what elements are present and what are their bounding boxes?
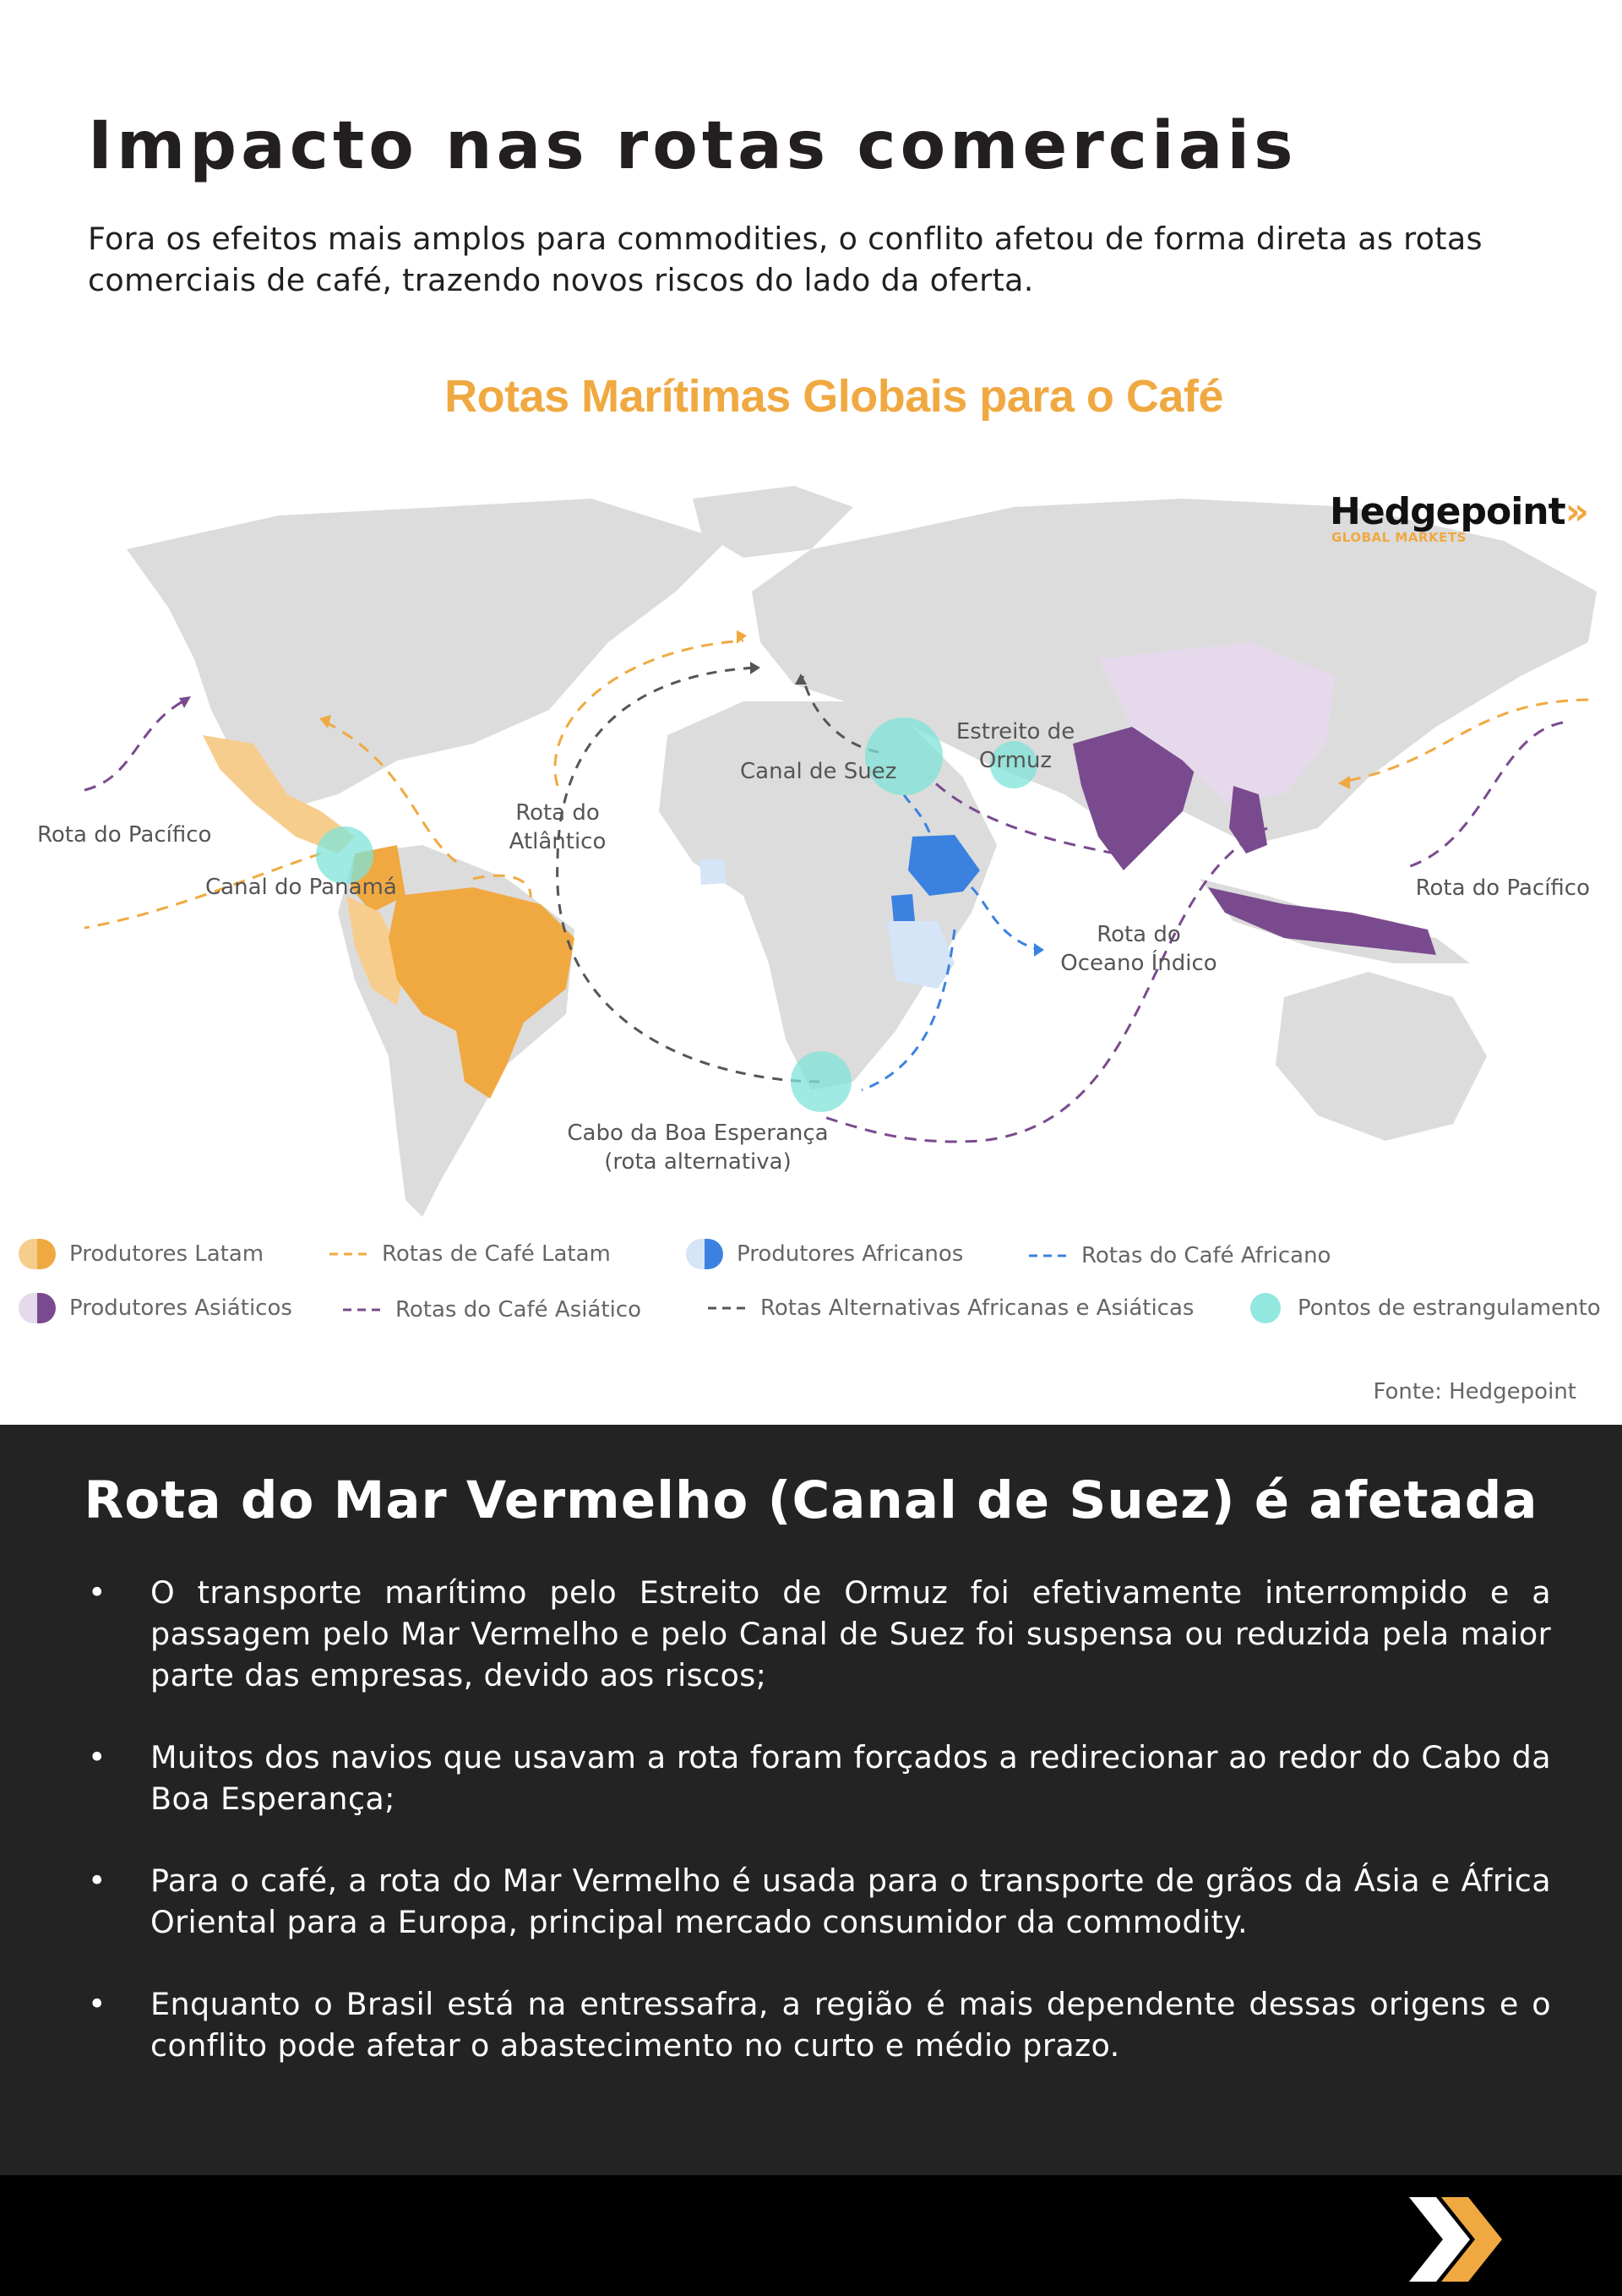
legend-african-routes [1029, 1241, 1331, 1271]
dashed-line-icon [329, 1239, 370, 1269]
label-cape-1: Cabo da Boa Esperança [567, 1121, 829, 1146]
legend-label: Produtores Africanos [737, 1241, 964, 1267]
bullet-item: • O transporte marítimo pelo Estreito de Ormuz foi efetivamente interrompido e a passagem pelo Mar Vermelho e pelo Canal de Suez foi suspensa ou reduzida pela maior parte das empresas, devido aos riscos; [88, 1572, 1551, 1696]
label-indian-1: Rota do [1097, 922, 1181, 947]
label-pacific-left: Rota do Pacífico [37, 822, 212, 848]
hedgepoint-logo [1330, 490, 1588, 545]
arrowhead-african-indian [1034, 943, 1044, 957]
brand-name: Hedgepoint» [1330, 490, 1589, 533]
legend-label: Produtores Latam [69, 1241, 264, 1267]
legend-label: Rotas do Café Africano [1081, 1243, 1331, 1268]
bullet-list [88, 1572, 1551, 2107]
land-north-america [127, 499, 727, 811]
label-hormuz-1: Estreito de [955, 719, 1075, 744]
dashed-line-icon [1029, 1241, 1070, 1271]
bullet-item: • Muitos dos navios que usavam a rota foram forçados a redirecionar ao redor do Cabo da Boa Esperança; [88, 1737, 1551, 1819]
source-note: Fonte: Hedgepoint [1373, 1379, 1576, 1404]
land-australia [1276, 972, 1487, 1141]
label-atlantic-1: Rota do [515, 800, 600, 826]
legend-asian-routes [343, 1295, 641, 1325]
label-pacific-right: Rota do Pacífico [1415, 875, 1590, 901]
world-map [0, 456, 1622, 1225]
brand-subtitle: GLOBAL MARKETS [1331, 530, 1467, 545]
region-west-africa-light [699, 859, 727, 885]
route-asian-pacific-right [1402, 723, 1563, 869]
dashed-line-icon [343, 1295, 384, 1325]
section-title: Rota do Mar Vermelho (Canal de Suez) é afetada [84, 1470, 1538, 1530]
legend-label: Produtores Asiáticos [69, 1295, 292, 1321]
intro-paragraph: Fora os efeitos mais amplos para commodities, o conflito afetou de forma direta as rotas comerciais de café, trazendo novos riscos do lado da oferta. [88, 221, 1483, 298]
legend-chokepoints [1245, 1293, 1601, 1323]
arrowhead-alt-europe [750, 662, 760, 674]
legend-label: Rotas de Café Latam [382, 1241, 611, 1267]
half-pill-icon [684, 1239, 725, 1269]
half-pill-icon [17, 1293, 57, 1323]
legend-latam-routes [329, 1239, 611, 1269]
double-chevron-logo-icon [1409, 2197, 1509, 2282]
label-suez: Canal de Suez [740, 759, 897, 784]
label-atlantic-2: Atlântico [509, 829, 607, 854]
page-title: Impacto nas rotas comerciais [88, 108, 1298, 184]
half-pill-icon [17, 1239, 57, 1269]
label-indian-2: Oceano Índico [1060, 951, 1217, 976]
label-panama: Canal do Panamá [205, 875, 397, 900]
chokepoint-cape [791, 1051, 852, 1112]
route-asian-pacific-left [84, 700, 186, 790]
legend-alt-routes [708, 1293, 1194, 1323]
region-uganda [891, 894, 915, 923]
bullet-item: • Para o café, a rota do Mar Vermelho é usada para o transporte de grãos da Ásia e África Oriental para a Europa, principal mercado consumidor da commodity. [88, 1860, 1551, 1943]
legend-label: Rotas Alternativas Africanas e Asiáticas [760, 1295, 1195, 1321]
map-title: Rotas Marítimas Globais para o Café [444, 371, 1223, 422]
circle-icon [1245, 1293, 1286, 1323]
chevron-icon: » [1565, 490, 1589, 533]
bullet-item: • Enquanto o Brasil está na entressafra, a região é mais dependente dessas origens e o conflito pode afetar o abastecimento no curto e médio prazo. [88, 1983, 1551, 2066]
footer-bar [0, 2175, 1622, 2296]
legend-asian-producers [17, 1293, 292, 1323]
legend-latam-producers [17, 1239, 264, 1269]
route-african-indian [972, 887, 1039, 950]
legend-african-producers [684, 1239, 963, 1269]
label-cape-2: (rota alternativa) [604, 1149, 792, 1175]
legend-label: Rotas do Café Asiático [395, 1297, 642, 1323]
label-hormuz-2: Ormuz [978, 748, 1053, 773]
dashed-line-icon [708, 1293, 748, 1323]
legend-label: Pontos de estrangulamento [1298, 1295, 1601, 1321]
